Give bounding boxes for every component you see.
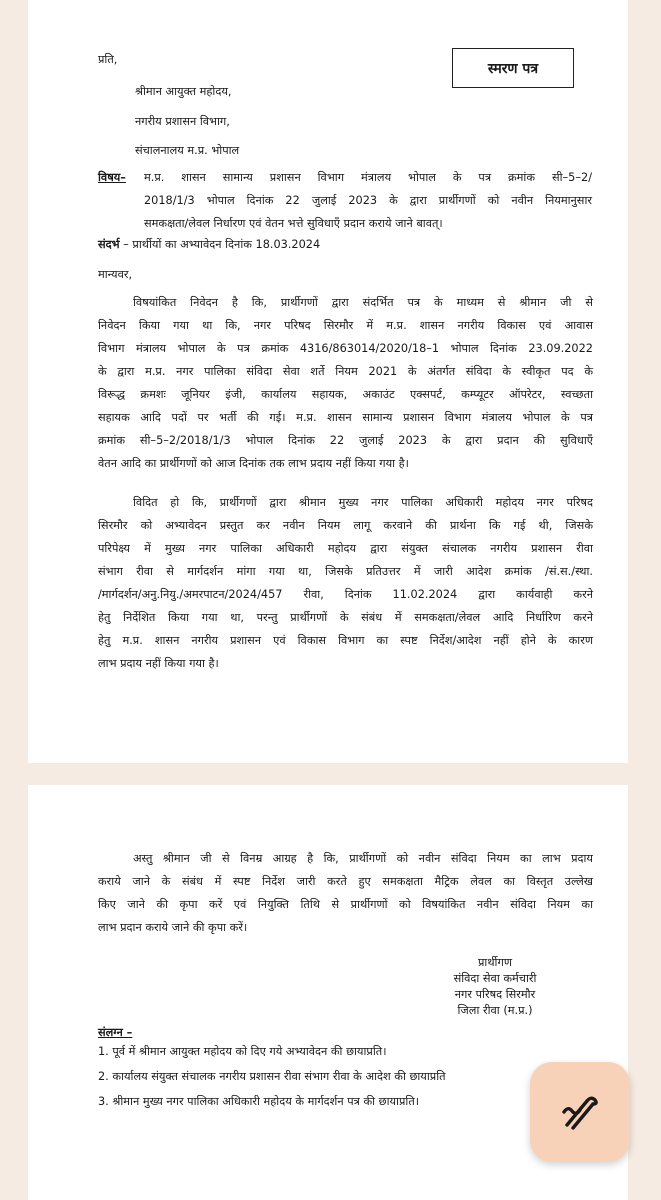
subject-text: म.प्र. शासन सामान्य प्रशासन विभाग मंत्रालय भोपाल के पत्र क्रमांक सी–5–2/ 2018/1/3 भोपाल दिनांक 22 जुलाई 2023 के द्वारा प्रार्थीगणों को नवीन नियमानुसार समकक्षता/लेवल निर्धारण एवं वेतन भत्ते सुविधाएँ प्रदान कराये जाने बावत्। (144, 171, 592, 230)
enclosure-item-1: 1. पूर्व में श्रीमान आयुक्त महोदय को दिए गये अभ्यावेदन की छायाप्रति। (98, 1045, 387, 1058)
enclosure-item-2: 2. कार्यालय संयुक्त संचालक नगरीय प्रशासन रीवा संभाग रीवा के आदेश की छायाप्रति (98, 1070, 446, 1083)
reminder-letter-stamp: स्मरण पत्र (452, 48, 574, 88)
signature-line-1: प्रार्थीगण (477, 956, 513, 969)
subject-label: विषय– (98, 171, 126, 184)
reference (98, 233, 320, 256)
edit-pen-button[interactable] (530, 1062, 630, 1162)
signature-line-4: जिला रीवा (म.प्र.) (457, 1004, 533, 1017)
signature-line-3: नगर परिषद सिरमौर (454, 988, 536, 1001)
paragraph-3: अस्तु श्रीमान जी से विनम्र आग्रह है कि, प्रार्थीगणों को नवीन संविदा नियम का लाभ प्रदाय कराये जाने के संबंध में स्पष्ट निर्देश जारी करते हुए समकक्षता मैट्रिक लेवल का विस्तृत उल्लेख किए जाने की कृपा करें एवं नियुक्ति तिथि से प्रार्थीगणों को विषयांकित नवीन संविदा नियम का लाभ प्रदान कराये जाने की कृपा करें। (98, 852, 593, 934)
to-prefix: प्रति, (98, 53, 118, 66)
recipient-line-3: संचालनालय म.प्र. भोपाल (135, 144, 240, 157)
salutation: मान्यवर, (98, 268, 133, 281)
reference-label: संदर्भ (98, 238, 120, 251)
signature-line-2: संविदा सेवा कर्मचारी (453, 972, 537, 985)
reference-text: – प्रार्थीयों का अभ्यावेदन दिनांक 18.03.2024 (119, 238, 321, 251)
paragraph-2: विदित हो कि, प्रार्थीगणों द्वारा श्रीमान मुख्य नगर पालिका अधिकारी महोदय नगर परिषद सिरमौर को अभ्यावेदन प्रस्तुत कर नवीन नियम लागू करवाने की प्रार्थना कि गई थी, जिसके परिपेक्ष्य में मुख्य नगर पालिका अधिकारी महोदय द्वारा संयुक्त संचालक नगरीय प्रशासन रीवा संभाग रीवा से मार्गदर्शन मांगा गया था, जिसके प्रतिउत्तर में जारी आदेश क्रमांक /सं.स./स्था. /मार्गदर्शन/अनु.नियु./अमरपाटन/2024/457 रीवा, दिनांक 11.02.2024 द्वारा कार्यवाही करने हेतु निर्देशित किया गया था, परन्तु प्रार्थीगणों के संबंध में समकक्षता/लेवल आदि निर्धारिण करने हेतु म.प्र. शासन नगरीय प्रशासन एवं विकास विभाग का स्पष्ट निर्देश/आदेश नहीं होने के कारण लाभ प्रदाय नहीं किया गया है। (98, 496, 593, 670)
enclosure-label: संलग्न – (98, 1026, 133, 1039)
document-page-1 (28, 0, 628, 763)
edit-pen-icon (558, 1090, 602, 1134)
recipient-line-1: श्रीमान आयुक्त महोदय, (135, 85, 232, 98)
paragraph-1: विषयांकित निवेदन है कि, प्रार्थीगणों द्वारा संदर्भित पत्र के माध्यम से श्रीमान जी से निवेदन किया गया था कि, नगर परिषद सिरमौर में म.प्र. शासन नगरीय विकास एवं आवास विभाग मंत्रालय भोपाल के पत्र क्रमांक 4316/863014/2020/18–1 भोपाल दिनांक 23.09.2022 के द्वारा म.प्र. नगर पालिका संविदा सेवा शर्ते नियम 2021 के अंतर्गत संविदा के स्वीकृत पद के विरूद्ध क्रमशः जूनियर इंजी, कार्यालय सहायक, अकाउंट एक्सपर्ट, कम्प्यूटर ऑपरेटर, स्वच्छता सहायक आदि पदों पर भर्ती की गई। म.प्र. शासन सामान्य प्रशासन विभाग मंत्रालय भोपाल के पत्र क्रमांक सी–5–2/2018/1/3 भोपाल दिनांक 22 जुलाई 2023 के द्वारा प्रदान की सुविधाएँ वेतन आदि का प्रार्थीगणों को आज दिनांक तक लाभ प्रदाय नहीं किया गया है। (98, 296, 593, 470)
enclosure-item-3: 3. श्रीमान मुख्य नगर पालिका अधिकारी महोदय के मार्गदर्शन पत्र की छायाप्रति। (98, 1095, 420, 1108)
signature-block (420, 955, 570, 1019)
recipient-line-2: नगरीय प्रशासन विभाग, (135, 115, 230, 128)
